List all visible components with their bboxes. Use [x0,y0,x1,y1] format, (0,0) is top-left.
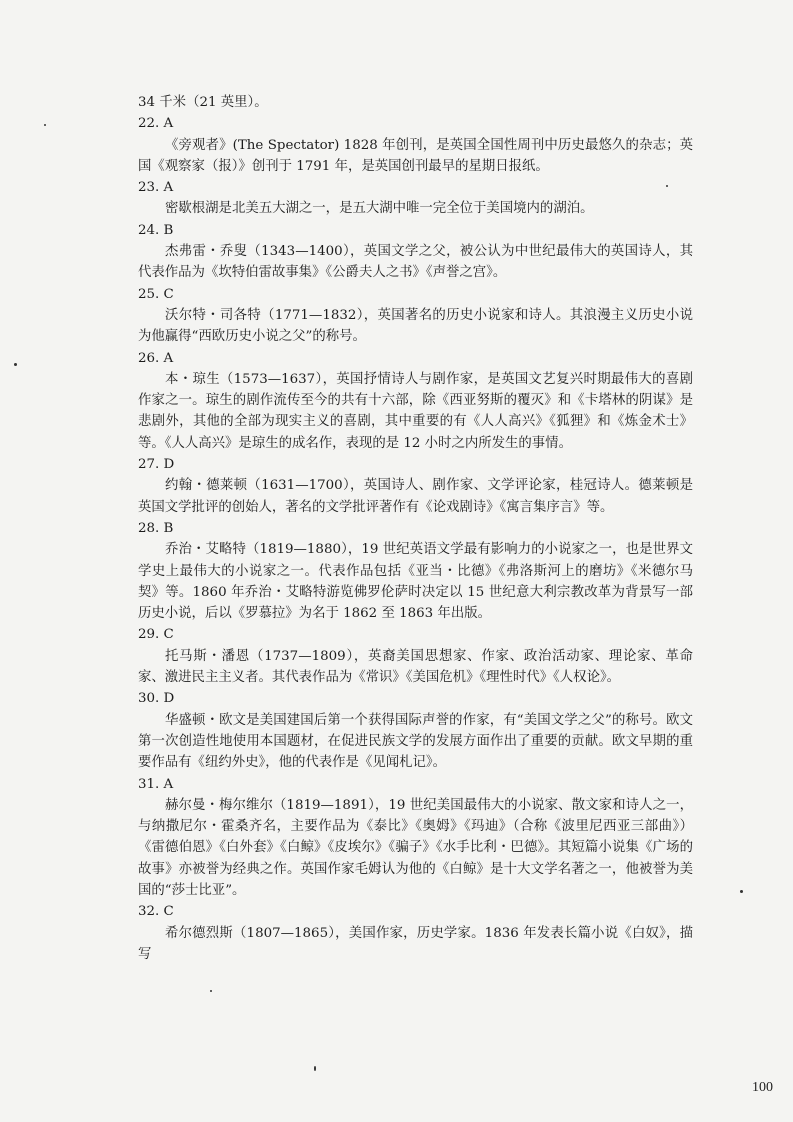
answer-explanations [138,92,693,965]
answer-number: 27. D [138,457,175,473]
entry-list [138,113,693,965]
explanation-paragraph: 乔治・艾略特（1819—1880），19 世纪英语文学最有影响力的小说家之一，也是世界文学史上最伟大的小说家之一。代表作品包括《亚当・比德》《弗洛斯河上的磨坊》《米德尔马契》等。1860 年乔治・艾略特游览佛罗伦萨时决定以 15 世纪意大利宗教改革为背景写一部历史小说，后以《罗慕拉》为名于 1862 至 1863 年出版。 [138,542,693,622]
page-number: 100 [752,1080,773,1095]
explanation-paragraph: 密歇根湖是北美五大湖之一，是五大湖中唯一完全位于美国境内的湖泊。 [165,201,594,217]
explanation-paragraph: 托马斯・潘恩（1737—1809），英裔美国思想家、作家、政治活动家、理论家、革命家、激进民主主义者。其代表作品为《常识》《美国危机》《理性时代》《人权论》。 [138,648,693,686]
scan-speck [314,1066,316,1071]
answer-number: 28. B [138,520,174,536]
explanation-paragraph: 赫尔曼・梅尔维尔（1819—1891），19 世纪美国最伟大的小说家、散文家和诗人之一，与纳撒尼尔・霍桑齐名，主要作品为《泰比》《奥姆》《玛迪》（合称《波里尼西亚三部曲》）《雷德伯恩》《白外套》《白鲸》《皮埃尔》《骗子》《水手比利・巴德》。其短篇小说集《广场的故事》亦被誉为经典之作。英国作家毛姆认为他的《白鲸》是十大文学名著之一，他被誉为美国的“莎士比亚”。 [138,797,693,898]
explanation-paragraph: 沃尔特・司各特（1771—1832），英国著名的历史小说家和诗人。其浪漫主义历史小说为他赢得“西欧历史小说之父”的称号。 [138,307,693,345]
answer-number: 32. C [138,904,174,920]
explanation-paragraph: 本・琼生（1573—1637），英国抒情诗人与剧作家，是英国文艺复兴时期最伟大的喜剧作家之一。琼生的剧作流传至今的共有十六部，除《西亚努斯的覆灭》和《卡塔林的阴谋》是悲剧外，其他的全部为现实主义的喜剧，其中重要的有《人人高兴》《狐狸》和《炼金术士》等。《人人高兴》是琼生的成名作，表现的是 12 小时之内所发生的事情。 [138,371,693,451]
explanation-paragraph: 《旁观者》(The Spectator) 1828 年创刊，是英国全国性周刊中历史最悠久的杂志；英国《观察家（报）》创刊于 1791 年，是英国创刊最早的星期日报纸。 [138,137,693,174]
intro-line: 34 千米（21 英里）。 [138,95,268,110]
answer-number: 31. A [138,776,174,792]
scan-speck [740,890,743,893]
answer-number: 23. A [138,180,174,196]
answer-number: 22. A [138,116,174,132]
explanation-paragraph: 希尔德烈斯（1807—1865），美国作家，历史学家。1836 年发表长篇小说《白奴》，描写 [138,925,693,962]
explanation-paragraph: 约翰・德莱顿（1631—1700），英国诗人、剧作家、文学评论家，桂冠诗人。德莱顿是英国文学批评的创始人，著名的文学批评著作有《论戏剧诗》《寓言集序言》等。 [138,478,693,515]
answer-number: 25. C [138,286,174,302]
answer-number: 26. A [138,350,174,366]
scan-speck [210,990,212,992]
scan-speck [666,185,668,187]
answer-number: 29. C [138,627,174,643]
scan-speck [44,124,46,126]
answer-number: 24. B [138,222,174,238]
answer-number: 30. D [138,691,175,707]
explanation-paragraph: 华盛顿・欧文是美国建国后第一个获得国际声誉的作家，有“美国文学之父”的称号。欧文第一次创造性地使用本国题材，在促进民族文学的发展方面作出了重要的贡献。欧文早期的重要作品有《纽约外史》，他的代表作是《见闻札记》。 [138,712,693,771]
scan-speck [14,363,17,366]
explanation-paragraph: 杰弗雷・乔叟（1343—1400），英国文学之父，被公认为中世纪最伟大的英国诗人，其代表作品为《坎特伯雷故事集》《公爵夫人之书》《声誉之宫》。 [138,244,693,281]
